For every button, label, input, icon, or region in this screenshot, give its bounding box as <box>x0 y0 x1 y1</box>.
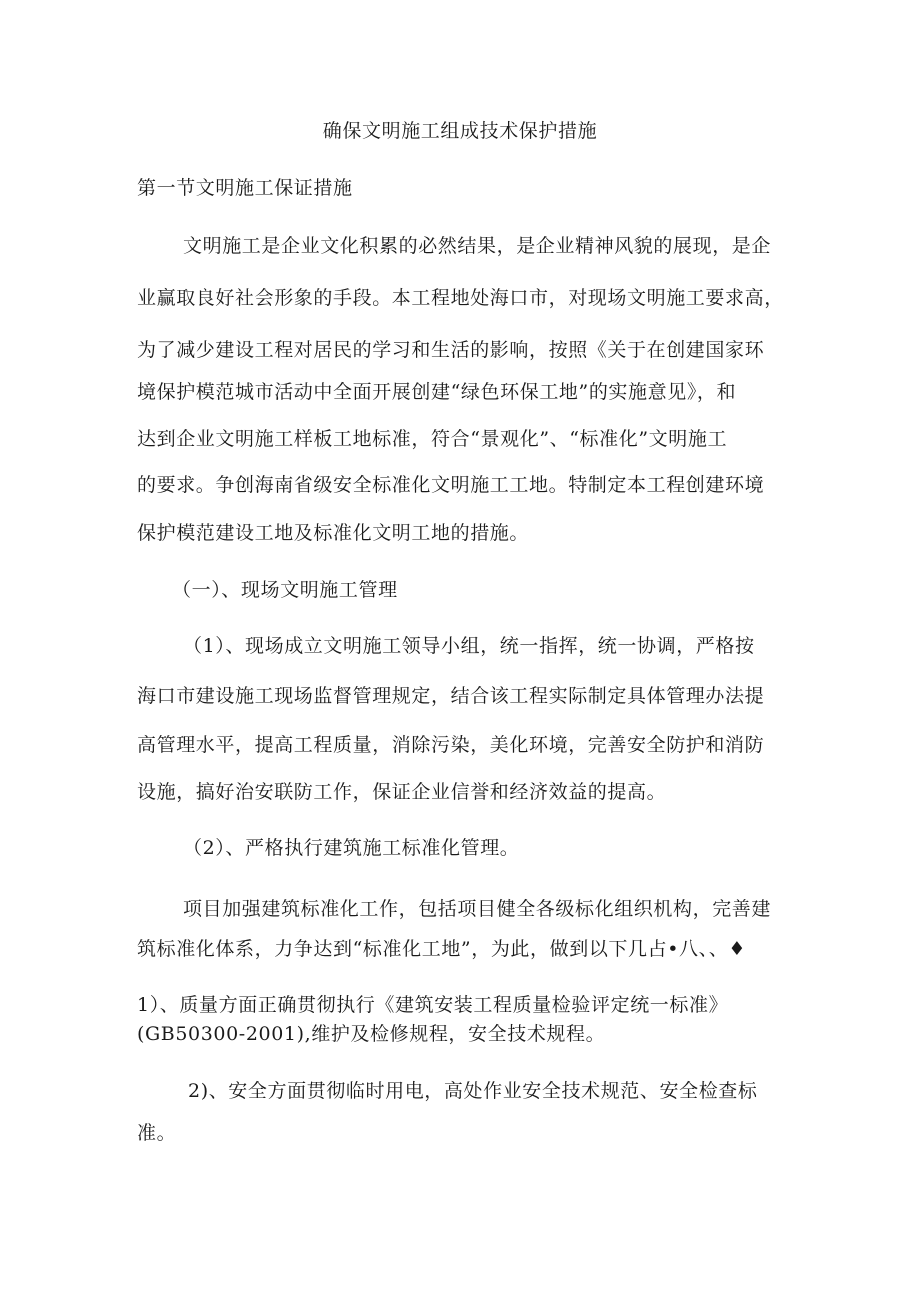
list-item: 1）、质量方面正确贯彻执行《建筑安装工程质量检验评定统一标准》 <box>137 994 729 1016</box>
document-title: 确保文明施工组成技术保护措施 <box>322 120 598 142</box>
paragraph-line: （1）、现场成立文明施工领导小组，统一指挥，统一协调，严格按 <box>183 635 755 657</box>
paragraph-line: 海口市建设施工现场监督管理规定，结合该工程实际制定具体管理办法提 <box>137 685 765 707</box>
paragraph-line: 的要求。争创海南省级安全标准化文明施工工地。特制定本工程创建环境 <box>137 474 765 496</box>
subheading: （一）、现场文明施工管理 <box>172 579 398 601</box>
paragraph-line: 为了减少建设工程对居民的学习和生活的影响，按照《关于在创建国家环 <box>137 339 765 361</box>
paragraph-line: 文明施工是企业文化积累的必然结果，是企业精神风貌的展现，是企 <box>183 235 772 257</box>
paragraph-line: 业赢取良好社会形象的手段。本工程地处海口市，对现场文明施工要求高， <box>137 287 784 309</box>
paragraph-line: 设施，搞好治安联防工作，保证企业信誉和经济效益的提高。 <box>137 781 667 803</box>
paragraph-line: 保护模范建设工地及标准化文明工地的措施。 <box>137 522 530 544</box>
list-item-continuation: (GB50300-2001),维护及检修规程，安全技术规程。 <box>137 1023 606 1045</box>
paragraph-line: 筑标准化体系，力争达到“标准化工地”，为此，做到以下几占•八、、♦ <box>137 938 746 960</box>
paragraph-line: 达到企业文明施工样板工地标准，符合“景观化”、“标准化”文明施工 <box>137 428 728 450</box>
section-heading: 第一节文明施工保证措施 <box>137 177 353 199</box>
list-item: 2)、安全方面贯彻临时用电，高处作业安全技术规范、安全检查标 <box>188 1080 758 1102</box>
paragraph-line: 项目加强建筑标准化工作，包括项目健全各级标化组织机构，完善建 <box>183 898 772 920</box>
list-item: （2）、严格执行建筑施工标准化管理。 <box>183 837 520 859</box>
paragraph-line: 高管理水平，提高工程质量，消除污染，美化环境，完善安全防护和消防 <box>137 734 765 756</box>
list-item-continuation: 准。 <box>137 1122 177 1144</box>
paragraph-line: 境保护模范城市活动中全面开展创建“绿色环保工地”的实施意见》，和 <box>137 381 737 403</box>
